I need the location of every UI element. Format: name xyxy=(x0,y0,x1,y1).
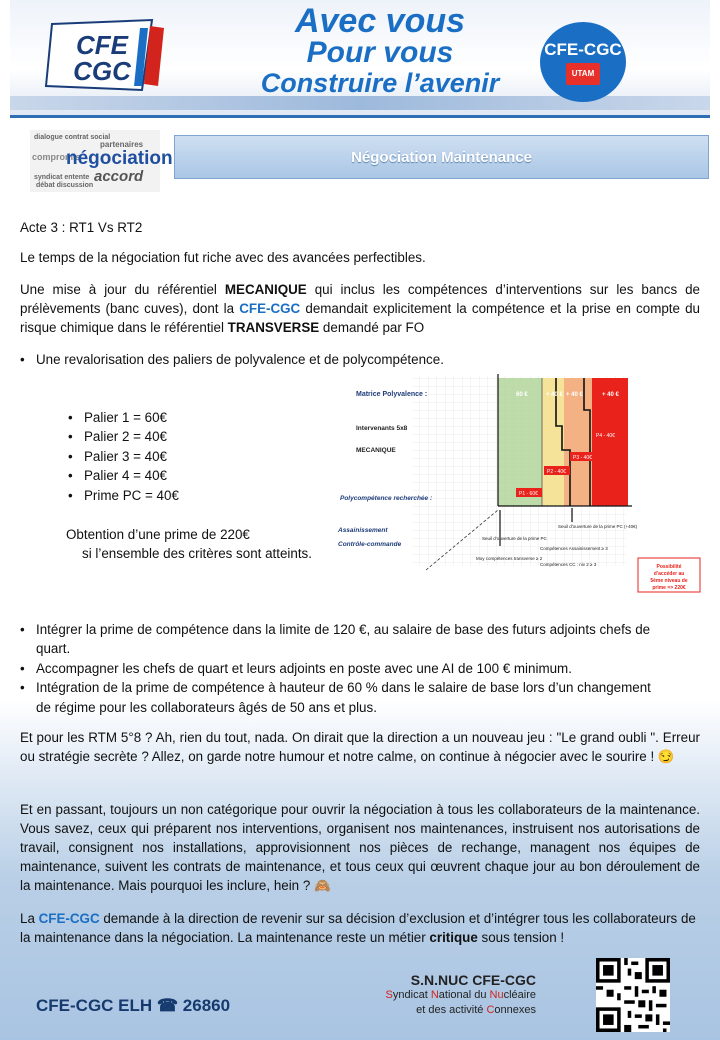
p4-tag: P4 - 40€ xyxy=(596,433,615,439)
footer-org-line2: et des activité Connexes xyxy=(416,1004,536,1016)
logo-right-text: CFE-CGC xyxy=(544,39,622,59)
matrix-item2: Contrôle-commande xyxy=(338,541,402,548)
slogan-line1: Avec vous xyxy=(294,2,466,40)
p3-tag: P3 - 40€ xyxy=(573,455,592,461)
paliers-list xyxy=(66,408,306,505)
paragraph-referentiel xyxy=(20,280,700,337)
cfe-cgc-logo-left xyxy=(32,16,172,94)
p1-e: demandait explicitement la compétence et la prise en compte du risque chimique dans le référentiel xyxy=(20,301,700,335)
footer-org-title: S.N.NUC CFE-CGC xyxy=(410,972,536,988)
obtention-line2: si l’ensemble des critères sont atteints. xyxy=(82,546,312,561)
svg-text:prime => 220€: prime => 220€ xyxy=(652,585,686,591)
bullet-item: • Accompagner les chefs de quart et leurs adjoints en poste avec une AI de 100 € minimum. xyxy=(18,659,658,678)
last-critique: critique xyxy=(429,930,478,945)
paragraph-rtm: Et pour les RTM 5°8 ? Ah, rien du tout, nada. On dirait que la direction a un nouveau jeu : "Le grand oubli ". Erreur ou stratégie secrète ? Allez, on garde notre humour et notre calme, on continue à négocier avec le sourire ! 😏 xyxy=(20,730,700,764)
matrix-item1: Assainissement xyxy=(338,527,388,534)
p1-transverse: TRANSVERSE xyxy=(227,320,320,335)
p2-tag: P2 - 40€ xyxy=(547,469,566,475)
palier-item: • Palier 2 = 40€ xyxy=(66,427,306,446)
footer-contact: CFE-CGC ELH ☎ 26860 xyxy=(36,996,231,1015)
band-label: + 40 € xyxy=(546,392,563,398)
intro-line: Le temps de la négociation fut riche avec des avancées perfectibles. xyxy=(20,250,426,265)
footer-org-line1: Syndicat National du Nucléaire xyxy=(385,989,536,1001)
svg-text:CFE: CFE xyxy=(76,30,128,60)
logo-right-sub: UTAM xyxy=(566,63,601,85)
bullet-revalo: • Une revalorisation des paliers de polyvalence et de polycompétence. xyxy=(18,350,698,369)
band-label: + 40 € xyxy=(566,392,583,398)
matrix-intervenants: Intervenants 5x8 xyxy=(356,425,408,432)
polyvalence-matrix-diagram xyxy=(326,370,706,598)
palier-item: • Palier 3 = 40€ xyxy=(66,447,306,466)
svg-text:d’accéder au: d’accéder au xyxy=(653,571,685,577)
last-e: sous tension ! xyxy=(477,930,565,945)
bullet-list-integration xyxy=(18,620,658,717)
last-a: La xyxy=(20,911,39,926)
svg-text:CGC: CGC xyxy=(73,56,131,86)
qr-code-image[interactable] xyxy=(596,958,670,1032)
wordcloud-second: accord xyxy=(94,168,144,185)
paragraph-demande xyxy=(20,909,700,947)
seuil-pc: Seuil d’ouverture de la prime PC xyxy=(482,536,547,541)
obtention-line1: Obtention d’une prime de 220€ xyxy=(66,527,250,542)
wordcloud-main: négociation xyxy=(66,148,173,169)
p1-tag: P1 - 60€ xyxy=(519,491,538,497)
seuil-pc2: Seuil d’ouverture de la prime PC (+40€) xyxy=(558,524,638,529)
acte-line: Acte 3 : RT1 Vs RT2 xyxy=(20,220,143,235)
band-label: 60 € xyxy=(516,392,528,398)
legend1: Compétences Assainissement ≥ 3 xyxy=(540,546,608,551)
matrix-polycomp: Polycompétence recherchée : xyxy=(340,495,433,502)
palier-item: • Palier 4 = 40€ xyxy=(66,466,306,485)
banner-stripe xyxy=(10,96,710,110)
band-label: + 40 € xyxy=(602,392,619,398)
p1-cfe-cgc: CFE-CGC xyxy=(239,301,301,316)
svg-text:5ème niveau de: 5ème niveau de xyxy=(650,578,688,584)
last-c: demande à la direction de revenir sur sa décision d’exclusion et d’intégrer tous les collaborateurs de la maintenance dans la négociation. La maintenance reste un métier xyxy=(20,911,696,945)
bullet-item: • Intégrer la prime de compétence dans la limite de 120 €, au salaire de base des futurs adjoints chefs de quart. xyxy=(18,620,658,659)
slogan-line3: Construire l’avenir xyxy=(260,68,500,98)
p1-g: demandé par FO xyxy=(319,320,425,335)
palier-item: • Palier 1 = 60€ xyxy=(66,408,306,427)
matrix-title: Matrice Polyvalence : xyxy=(356,391,428,398)
palier-item: • Prime PC = 40€ xyxy=(66,486,306,505)
slogan xyxy=(230,4,530,98)
bullet-item: • Intégration de la prime de compétence à hauteur de 60 % dans le salaire de base lors d’un changement de régime pour les collaborateurs âgés de 50 ans et plus. xyxy=(18,678,658,717)
page-title: Négociation Maintenance xyxy=(174,135,709,179)
header-banner xyxy=(10,0,710,118)
svg-text:Possibilité: Possibilité xyxy=(656,564,682,570)
legend2: Compétences CC : niv 2 ≥ 3 xyxy=(540,562,597,567)
cfe-cgc-logo-right xyxy=(540,22,626,102)
bullet-list-revalo xyxy=(18,350,698,369)
legend3: Moy compétences transverse ≥ 2 xyxy=(476,556,543,561)
matrix-mecanique: MECANIQUE xyxy=(356,447,396,454)
slogan-line2: Pour vous xyxy=(306,36,454,69)
paragraph-passant: Et en passant, toujours un non catégorique pour ouvrir la négociation à tous les collaborateurs de la maintenance. Vous savez, ceux qui préparent nos interventions, organisent nos maintenances, instruisent nos autorisations de travail, consignent nos installations, approvisionnent nos pièces de rechange, managent nos équipes de maintenance, suivent les contrats de maintenance, et tous ceux qui œuvrent chaque jour au bon déroulement de la maintenance. Mais pourquoi les inclure, hein ? 🙈 xyxy=(20,802,700,893)
negociation-wordcloud-image: dialogue contrat social partenaires compromis négociation accord syndicat entente débat discussion xyxy=(30,130,160,192)
last-cfe-cgc: CFE-CGC xyxy=(38,911,100,926)
footer-org xyxy=(360,972,536,1018)
p1-a: Une mise à jour du référentiel xyxy=(20,282,225,297)
p1-mecanique: MECANIQUE xyxy=(224,282,307,297)
p1-c: qui inclus les compétences d’interventions sur les bancs de prélèvements (banc cuves), dont la xyxy=(20,282,701,316)
